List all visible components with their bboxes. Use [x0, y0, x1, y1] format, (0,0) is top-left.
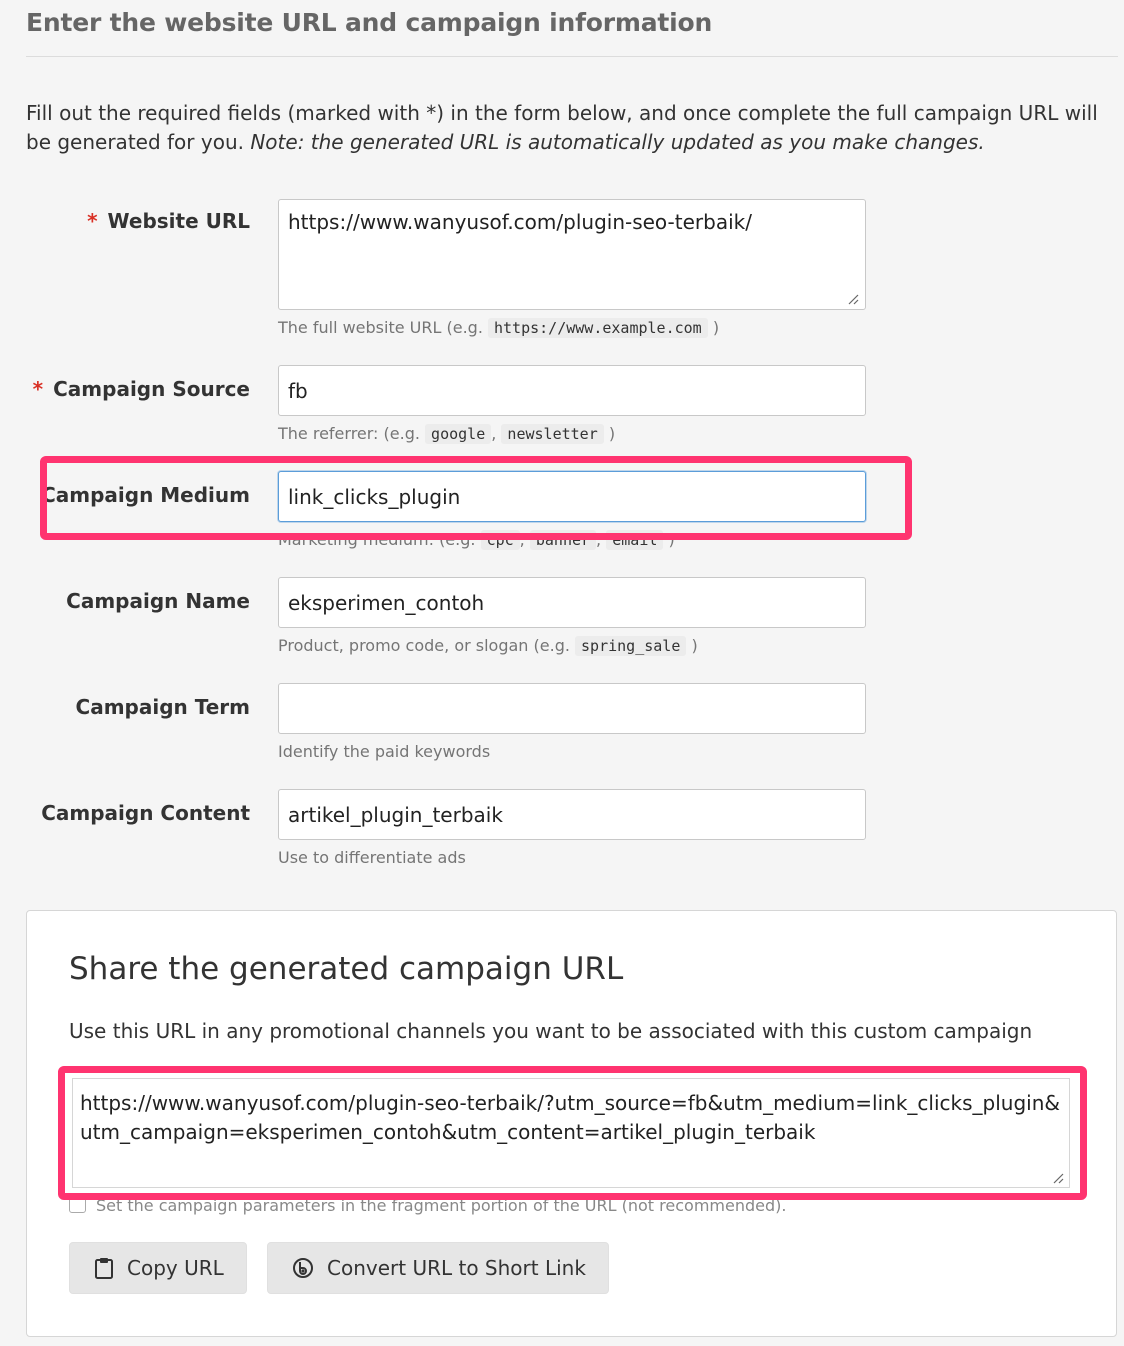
intro-text [26, 99, 1111, 157]
campaign-content-label: Campaign Content [41, 801, 250, 825]
copy-url-label: Copy URL [127, 1256, 224, 1280]
campaign-content-input[interactable] [278, 789, 866, 840]
intro-main: Fill out the required fields (marked with *) in the form below, and once complete the full campaign URL will be generated for you. [26, 101, 1098, 154]
website-url-field[interactable] [278, 199, 866, 310]
campaign-content-hint: Use to differentiate ads [278, 848, 466, 867]
campaign-name-input[interactable] [278, 577, 866, 628]
campaign-name-hint: Product, promo code, or slogan (e.g. spring_sale ) [278, 636, 698, 655]
campaign-medium-label: Campaign Medium [41, 483, 250, 507]
campaign-medium-input[interactable] [278, 471, 866, 522]
example-code: newsletter [501, 424, 603, 444]
convert-short-link-button[interactable] [267, 1242, 609, 1294]
website-url-label: * Website URL [87, 209, 250, 233]
example-code: cpc [481, 530, 520, 550]
share-title: Share the generated campaign URL [69, 951, 624, 987]
title-divider [26, 56, 1118, 57]
clipboard-icon [94, 1257, 114, 1279]
website-url-hint: The full website URL (e.g. https://www.example.com ) [278, 318, 720, 337]
required-marker: * [32, 377, 44, 401]
campaign-term-hint: Identify the paid keywords [278, 742, 491, 761]
example-code: email [606, 530, 663, 550]
copy-url-button[interactable] [69, 1242, 247, 1294]
fragment-option [69, 1196, 786, 1215]
campaign-term-input[interactable] [278, 683, 866, 734]
resize-handle-icon[interactable] [846, 292, 860, 306]
resize-handle-icon[interactable] [1051, 1171, 1065, 1185]
example-code: google [425, 424, 491, 444]
example-code: spring_sale [575, 636, 686, 656]
share-panel [26, 910, 1117, 1337]
example-code: https://www.example.com [488, 318, 708, 338]
campaign-medium-hint: Marketing medium: (e.g. cpc , banner , email ) [278, 530, 675, 549]
campaign-name-label: Campaign Name [66, 589, 250, 613]
fragment-label: Set the campaign parameters in the fragment portion of the URL (not recommended). [96, 1196, 787, 1215]
campaign-source-input[interactable] [278, 365, 866, 416]
required-marker: * [87, 209, 98, 233]
intro-note: Note: the generated URL is automatically updated as you make changes. [250, 130, 985, 154]
page-title: Enter the website URL and campaign information [26, 8, 713, 37]
share-description: Use this URL in any promotional channels you want to be associated with this custom campaign [69, 1019, 1033, 1043]
example-code: banner [530, 530, 596, 550]
campaign-source-hint: The referrer: (e.g. google , newsletter ) [278, 424, 616, 443]
campaign-term-label: Campaign Term [75, 695, 250, 719]
campaign-source-label: * Campaign Source [32, 377, 250, 401]
bitly-icon [292, 1257, 314, 1279]
convert-short-link-label: Convert URL to Short Link [327, 1256, 586, 1280]
fragment-checkbox[interactable] [69, 1196, 86, 1213]
generated-url-field[interactable]: https://www.wanyusof.com/plugin-seo-terbaik/?utm_source=fb&utm_medium=link_clicks_plugin&utm_campaign=eksperimen_contoh&utm_content=artikel_plugin_terbaik [72, 1078, 1070, 1188]
